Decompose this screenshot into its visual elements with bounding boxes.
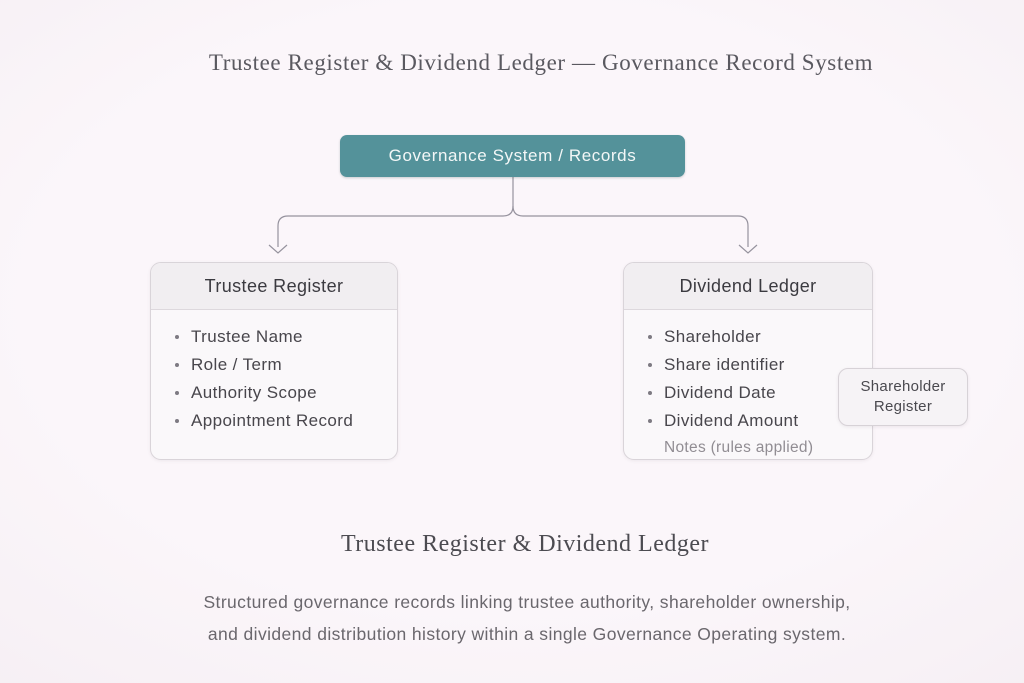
diagram-title: Trustee Register & Dividend Ledger — Governance Record System [208,50,874,75]
list-item [175,351,397,379]
bullet-icon [175,391,179,395]
bullet-icon [648,363,652,367]
side-node-label-line2: Register [873,398,933,415]
footer-description-line1: Structured governance records linking trustee authority, shareholder ownership, [203,592,851,612]
list-item-label: Shareholder [664,327,762,346]
footer-description-line2: and dividend distribution history within a single Governance Operating system. [207,624,847,644]
card-dividend-title: Dividend Ledger [679,275,817,296]
side-node-label-line1: Shareholder [860,378,946,395]
card-trustee-register [150,262,398,460]
bullet-icon [648,335,652,339]
card-trustee-title: Trustee Register [204,275,344,296]
arrowhead-left [269,245,287,253]
connector-left-branch [278,177,513,247]
list-item-label: Trustee Name [191,327,303,346]
card-trustee-header [151,263,397,310]
bullet-icon [648,419,652,423]
root-node-label: Governance System / Records [388,146,637,165]
list-item [175,407,397,435]
list-item-label: Dividend Date [664,383,776,402]
bullet-icon [648,391,652,395]
list-item-label: Role / Term [191,355,283,374]
list-item [648,323,872,351]
footer-heading: Trustee Register & Dividend Ledger [340,531,710,557]
card-dividend-header [624,263,872,310]
list-item-label: Share identifier [664,355,785,374]
list-item-label: Appointment Record [191,411,354,430]
list-item-label: Authority Scope [191,383,318,402]
bullet-icon [175,363,179,367]
dividend-item-list [624,310,872,435]
side-node-shareholder-register [838,368,968,426]
connector-right-branch [513,206,748,247]
root-node-governance-system [340,135,685,177]
arrowhead-right [739,245,757,253]
list-item [175,323,397,351]
list-item [175,379,397,407]
trustee-item-list [151,310,397,435]
dividend-note: Notes (rules applied) [664,439,814,456]
bullet-icon [175,419,179,423]
card-dividend-ledger [623,262,873,460]
list-item-label: Dividend Amount [664,411,799,430]
bullet-icon [175,335,179,339]
footer-description [15,586,1024,650]
